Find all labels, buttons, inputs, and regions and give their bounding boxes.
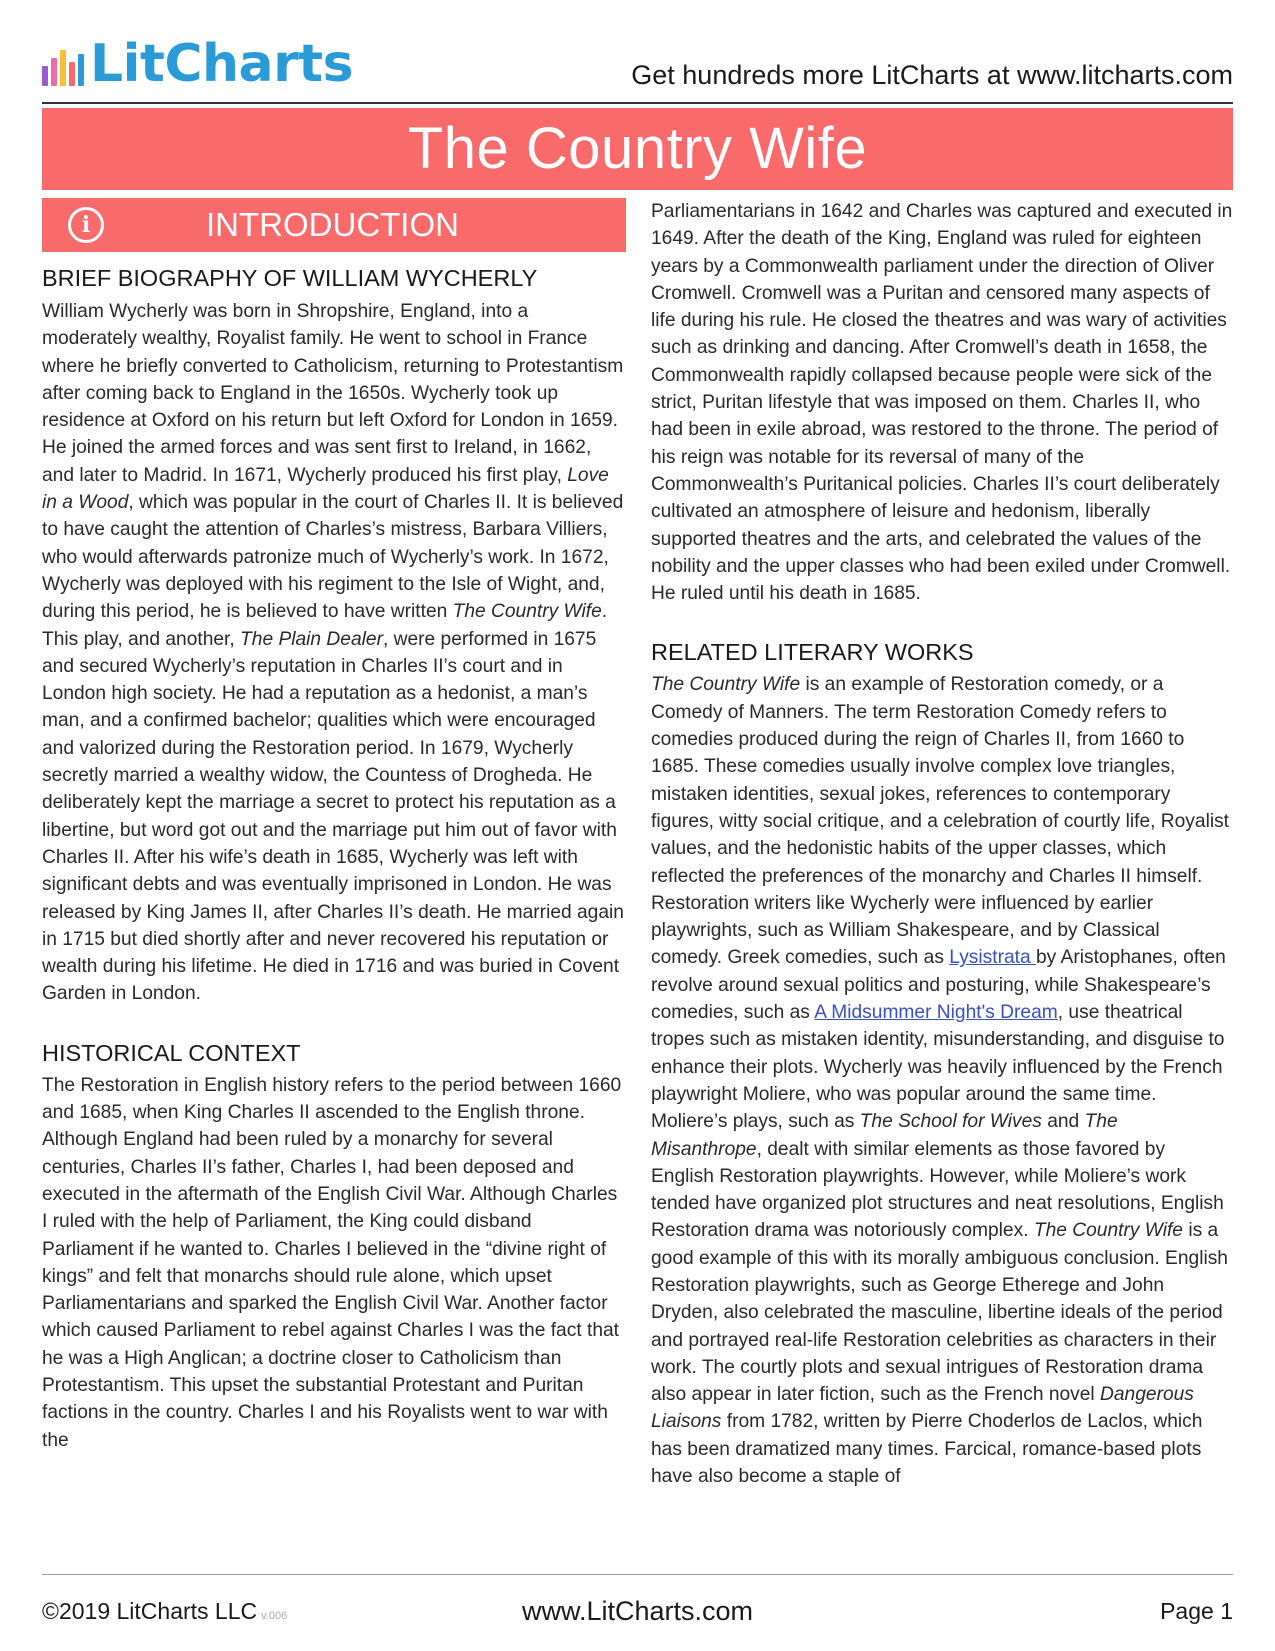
introduction-label: INTRODUCTION (206, 206, 459, 243)
work-title: The Country Wife (1033, 1220, 1183, 1242)
work-title: Love in a Wood (42, 464, 609, 514)
title-banner (42, 108, 1233, 190)
work-title: The Plain Dealer (240, 628, 383, 650)
work-title: The Country Wife (651, 674, 801, 696)
biography-text: William Wycherly was born in Shropshire, England, into a moderately wealthy, Royalist family. He went to school in France where he briefly converted to Catholicism, returning to Protestantism after coming back to England in the 1650s. Wycherly took up residence at Oxford on his return but left Oxford for London in 1659. He joined the armed forces and was sent first to Ireland, in 1662, and later to Madrid. In 1671, Wycherly produced his first play, Love in a Wood, which was popular in the court of Charles II. It is believed to have caught the attention of Charles’s mistress, Barbara Villiers, who would afterwards patronize much of Wycherly’s work. In 1672, Wycherly was deployed with his regiment to the Isle of Wight, and, during this period, he is believed to have written The Country Wife. This play, and another, The Plain Dealer, were performed in 1675 and secured Wycherly’s reputation in Charles II’s court and in London high society. He had a reputation as a hedonist, a man’s man, and a confirmed bachelor; qualities which were encouraged and valorized during the Restoration period. In 1679, Wycherly secretly married a wealthy widow, the Countess of Drogheda. He deliberately kept the marriage a secret to protect his reputation as a libertine, but word got out and the marriage put him out of favor with Charles II. After his wife’s death in 1685, Wycherly was left with significant debts and was eventually imprisoned in London. He was released by King James II, after Charles II’s death. He married again in 1715 but died shortly after and never recovered his reputation or wealth during his lifetime. He died in 1716 and was buried in Covent Garden in London. (42, 301, 624, 1005)
related-works-text: The Country Wife is an example of Restoration comedy, or a Comedy of Manners. The term Restoration Comedy refers to comedies produced during the reign of Charles II, from 1660 to 1685. These comedies usually involve complex love triangles, mistaken identities, sexual jokes, references to contemporary figures, witty social critique, and a celebration of courtly life, Royalist values, and the hedonistic habits of the upper classes, which reflected the preferences of the monarchy and Charles II himself. Restoration writers like Wycherly were influenced by earlier playwrights, such as William Shakespeare, and by Classical comedy. Greek comedies, such as Lysistrata by Aristophanes, often revolve around sexual politics and posturing, while Shakespeare’s comedies, such as A Midsummer Night's Dream, use theatrical tropes such as mistaken identity, misunderstanding, and disguise to enhance their plots. Wycherly was heavily influenced by the French playwright Moliere, who was popular around the same time. Moliere’s plays, such as The School for Wives and The Misanthrope, dealt with similar elements as those favored by English Restoration playwrights. However, while Moliere’s work tended have organized plot structures and neat resolutions, English Restoration drama was notoriously complex. The Country Wife is a good example of this with its morally ambiguous conclusion. English Restoration playwrights, such as George Etherege and John Dryden, also celebrated the masculine, libertine ideals of the period and portrayed real-life Restoration celebrities as characters in their work. The courtly plots and sexual intrigues of Restoration drama also appear in later fiction, such as the French novel Dangerous Liaisons from 1782, written by Pierre Choderlos de Laclos, which has been dramatized many times. Farcical, romance-based plots have also become a staple of (651, 674, 1230, 1488)
work-title: Dangerous Liaisons (651, 1384, 1194, 1433)
lysistrata-link[interactable]: Lysistrata (949, 947, 1036, 969)
logo-bars-icon (42, 42, 84, 86)
biography-heading: BRIEF BIOGRAPHY OF WILLIAM WYCHERLY (42, 265, 538, 291)
related-works-heading: RELATED LITERARY WORKS (651, 639, 974, 666)
footer-version: v.006 (261, 1610, 288, 1622)
introduction-banner (42, 198, 626, 252)
work-title: The School for Wives (859, 1111, 1042, 1133)
info-icon: i (68, 207, 104, 243)
footer-site-link[interactable]: www.LitCharts.com (521, 1596, 754, 1626)
right-column (651, 198, 1233, 1490)
historical-context-continued: Parliamentarians in 1642 and Charles was captured and executed in 1649. After the death of the King, England was ruled for eighteen years by a Commonwealth parliament under the direction of Oliver Cromwell. Cromwell was a Puritan and censored many aspects of life during his rule. He closed the theatres and was wary of activities such as drinking and dancing. After Cromwell’s death in 1658, the Commonwealth rapidly collapsed because people were sick of the strict, Puritan lifestyle that was imposed on them. Charles II, who had been in exile abroad, was restored to the throne. The period of his reign was notable for its reversal of many of the Commonwealth’s Puritanical policies. Charles II’s court deliberately cultivated an atmosphere of leisure and hedonism, liberally supported theatres and the arts, and celebrated the values of the nobility and the upper classes who had been exiled under Cromwell. He ruled until his death in 1685. (651, 201, 1233, 605)
historical-context-text: The Restoration in English history refers to the period between 1660 and 1685, when King Charles II ascended to the English throne. Although England had been ruled by a monarchy for several centuries, Charles II’s father, Charles I, had been deposed and executed in the aftermath of the English Civil War. Although Charles I ruled with the help of Parliament, the King could disband Parliament if he wanted to. Charles I believed in the “divine right of kings” and felt that monarchs should rule alone, which upset Parliamentarians and sparked the English Civil War. Another factor which caused Parliament to rebel against Charles I was the fact that he was a High Anglican; a doctrine closer to Catholicism than Protestantism. This upset the substantial Protestant and Puritan factions in the country. Charles I and his Royalists went to war with the (42, 1074, 622, 1451)
midsummer-link[interactable]: A Midsummer Night's Dream (814, 1002, 1058, 1024)
work-title: The Country Wife (452, 601, 602, 623)
work-title: The Misanthrope (651, 1111, 1118, 1160)
footer-copyright: ©2019 LitCharts LLC v.006 (42, 1598, 288, 1624)
page-title: The Country Wife (407, 116, 868, 181)
footer-divider (42, 1574, 1233, 1575)
historical-context-heading: HISTORICAL CONTEXT (42, 1039, 301, 1066)
page-number: Page 1 (1160, 1598, 1233, 1624)
logo-text: LitCharts (90, 34, 354, 94)
left-column (42, 198, 626, 1454)
header-tagline: Get hundreds more LitCharts at www.litcharts.com (631, 60, 1233, 90)
litcharts-logo[interactable] (42, 36, 353, 92)
header-divider (42, 102, 1233, 104)
